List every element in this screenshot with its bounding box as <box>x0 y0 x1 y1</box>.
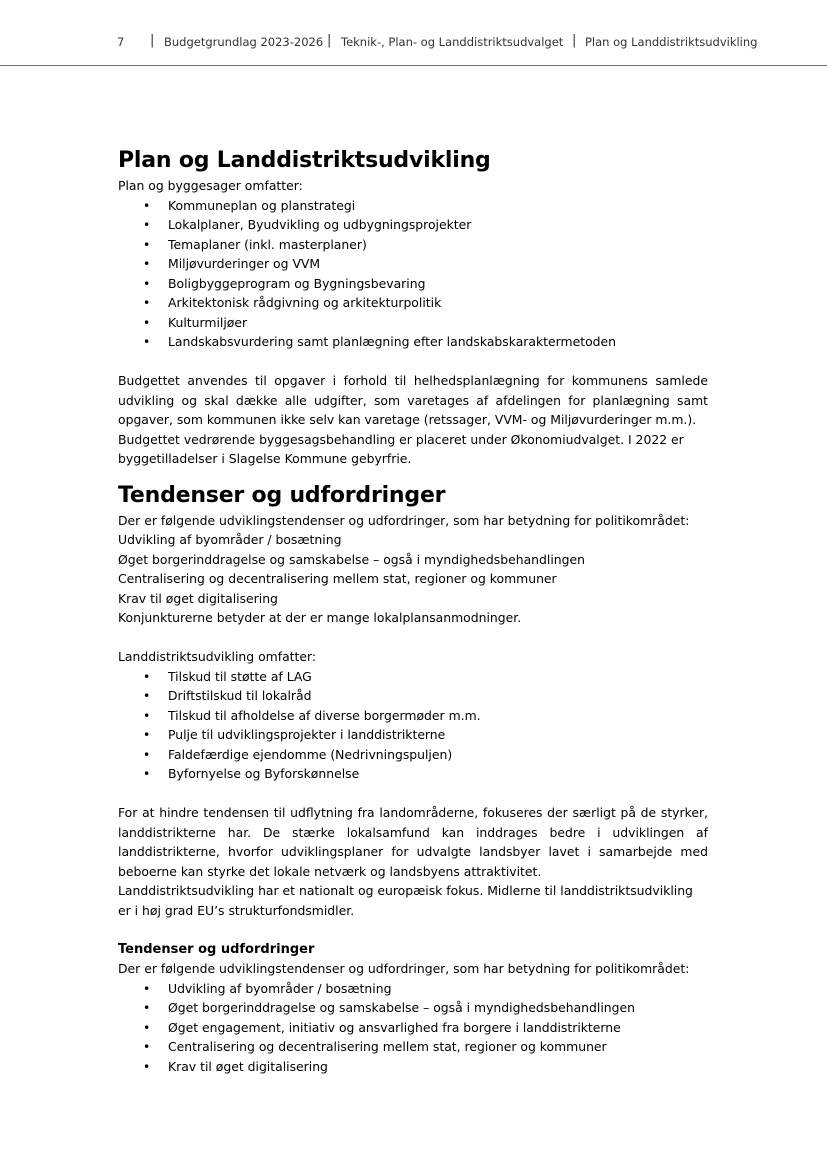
plan-bullet-list <box>118 196 708 352</box>
tendency-line: Centralisering og decentralisering mellem stat, regioner og kommuner <box>118 571 557 586</box>
landdistrikt-bullet-list <box>118 667 708 784</box>
list-item: • Øget borgerinddragelse og samskabelse – også i myndighedsbehandlingen <box>118 998 708 1018</box>
committee-name: Teknik-, Plan- og Landdistriktsudvalget <box>341 35 564 49</box>
header-separator: | <box>150 33 155 48</box>
list-item: • Arkitektonisk rådgivning og arkitekturpolitik <box>118 293 708 313</box>
list-item: • Tilskud til afholdelse af diverse borgermøder m.m. <box>118 706 708 726</box>
budget-paragraph: Budgettet anvendes til opgaver i forhold til helhedsplanlægning for kommunens samlede udvikling og skal dække alle udgifter, som varetages af afdelingen for planlægning samt opgaver, som kommunen ikke selv kan varetage (retssager, VVM- og Miljøvurderinger m.m.). <box>118 373 708 427</box>
list-item: • Landskabsvurdering samt planlægning efter landskabskaraktermetoden <box>118 332 708 352</box>
section-intro: Plan og byggesager omfatter: <box>118 178 303 193</box>
tendenser-bullet-list <box>118 979 708 1077</box>
list-item: • Pulje til udviklingsprojekter i landdistrikterne <box>118 725 708 745</box>
list-item: • Faldefærdige ejendomme (Nedrivningspuljen) <box>118 745 708 765</box>
page-header <box>0 0 827 66</box>
header-separator: | <box>572 33 577 48</box>
landdistrikt-paragraph-2: Landdistriktsudvikling har et nationalt og europæisk fokus. Midlerne til landdistriktsudvikling er i høj grad EU’s strukturfondsmidler. <box>118 883 693 918</box>
tendency-line: Øget borgerinddragelse og samskabelse – også i myndighedsbehandlingen <box>118 551 585 567</box>
list-item: • Kommuneplan og planstrategi <box>118 196 708 216</box>
section-heading-plan: Plan og Landdistriktsudvikling <box>118 148 491 173</box>
subsection-heading-tendenser: Tendenser og udfordringer <box>118 941 315 957</box>
list-item: • Driftstilskud til lokalråd <box>118 686 708 706</box>
section-intro: Der er følgende udviklingstendenser og udfordringer, som har betydning for politikområdet: <box>118 512 690 528</box>
page-number: 7 <box>117 35 125 49</box>
document-title: Budgetgrundlag 2023-2026 <box>164 35 324 49</box>
list-item: • Krav til øget digitalisering <box>118 1057 708 1077</box>
section-heading-tendenser: Tendenser og udfordringer <box>118 482 446 508</box>
budget-paragraph-2: Budgettet vedrørende byggesagsbehandling er placeret under Økonomiudvalget. I 2022 er byggetilladelser i Slagelse Kommune gebyrfrie. <box>118 431 684 466</box>
landdistrikt-intro: Landdistriktsudvikling omfatter: <box>118 649 317 664</box>
section-intro: Der er følgende udviklingstendenser og udfordringer, som har betydning for politikområdet: <box>118 961 690 976</box>
tendency-line: Udvikling af byområder / bosætning <box>118 532 342 547</box>
list-item: • Lokalplaner, Byudvikling og udbygningsprojekter <box>118 215 708 235</box>
list-item: • Tilskud til støtte af LAG <box>118 667 708 687</box>
tendency-line: Konjunkturerne betyder at der er mange lokalplansanmodninger. <box>118 610 522 625</box>
list-item: • Byfornyelse og Byforskønnelse <box>118 764 708 784</box>
list-item: • Miljøvurderinger og VVM <box>118 254 708 274</box>
list-item: • Boligbyggeprogram og Bygningsbevaring <box>118 274 708 294</box>
list-item: • Udvikling af byområder / bosætning <box>118 979 708 999</box>
section-name: Plan og Landdistriktsudvikling <box>585 35 758 49</box>
list-item: • Kulturmiljøer <box>118 313 708 333</box>
list-item: • Temaplaner (inkl. masterplaner) <box>118 235 708 255</box>
header-separator: | <box>327 33 332 48</box>
landdistrikt-paragraph: For at hindre tendensen til udflytning fra landområderne, fokuseres der særligt på de styrker, landdistrikterne har. De stærke lokalsamfund kan inddrages bedre i udviklingen af landdistrikterne, hvorfor udviklingsplaner for udvalgte landsbyer lavet i samarbejde med beboerne kan styrke det lokale netværk og landsbyens attraktivitet. <box>118 805 708 879</box>
list-item: • Øget engagement, initiativ og ansvarlighed fra borgere i landdistrikterne <box>118 1018 708 1038</box>
page-content <box>118 146 708 1076</box>
list-item: • Centralisering og decentralisering mellem stat, regioner og kommuner <box>118 1037 708 1057</box>
tendency-line: Krav til øget digitalisering <box>118 590 278 606</box>
